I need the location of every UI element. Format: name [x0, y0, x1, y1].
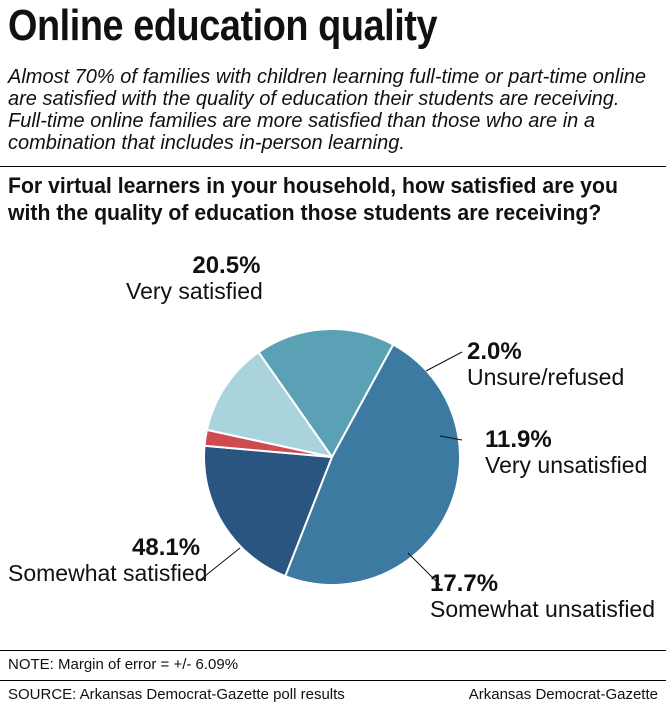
divider-source — [0, 680, 666, 681]
name-very-unsatisfied: Very unsatisfied — [485, 452, 648, 478]
label-somewhat-satisfied — [8, 536, 207, 585]
label-somewhat-unsatisfied — [430, 572, 655, 621]
label-very-satisfied — [126, 252, 263, 304]
pct-very-unsatisfied: 11.9% — [485, 426, 552, 453]
leader-unsure-refused — [426, 352, 462, 371]
survey-question: For virtual learners in your household, how satisfied are you with the quality of education those students are receiving? — [8, 173, 618, 225]
pct-unsure-refused: 2.0% — [467, 338, 522, 365]
pct-very-satisfied: 20.5% — [192, 252, 261, 279]
source-line: SOURCE: Arkansas Democrat-Gazette poll results — [8, 686, 345, 703]
name-unsure-refused: Unsure/refused — [467, 364, 625, 390]
pct-somewhat-unsatisfied: 17.7% — [430, 570, 499, 597]
margin-of-error-note: NOTE: Margin of error = +/- 6.09% — [8, 656, 239, 673]
intro-text: Almost 70% of families with children learning full-time or part-time online are satisfied with the quality of education their students are receiving. Full-time online families are more satisfied than those who are in a combination that includes in-person learning. — [8, 66, 647, 154]
divider-top — [0, 166, 666, 167]
chart-title: Online education quality — [8, 1, 438, 50]
pie-chart — [0, 240, 666, 650]
label-unsure-refused — [467, 340, 624, 389]
label-very-unsatisfied — [485, 428, 647, 477]
divider-note — [0, 650, 666, 651]
name-somewhat-satisfied: Somewhat satisfied — [8, 560, 208, 586]
name-very-satisfied: Very satisfied — [126, 278, 263, 304]
publisher-credit: Arkansas Democrat-Gazette — [468, 686, 658, 703]
pct-somewhat-satisfied: 48.1% — [132, 534, 201, 561]
name-somewhat-unsatisfied: Somewhat unsatisfied — [430, 596, 656, 622]
